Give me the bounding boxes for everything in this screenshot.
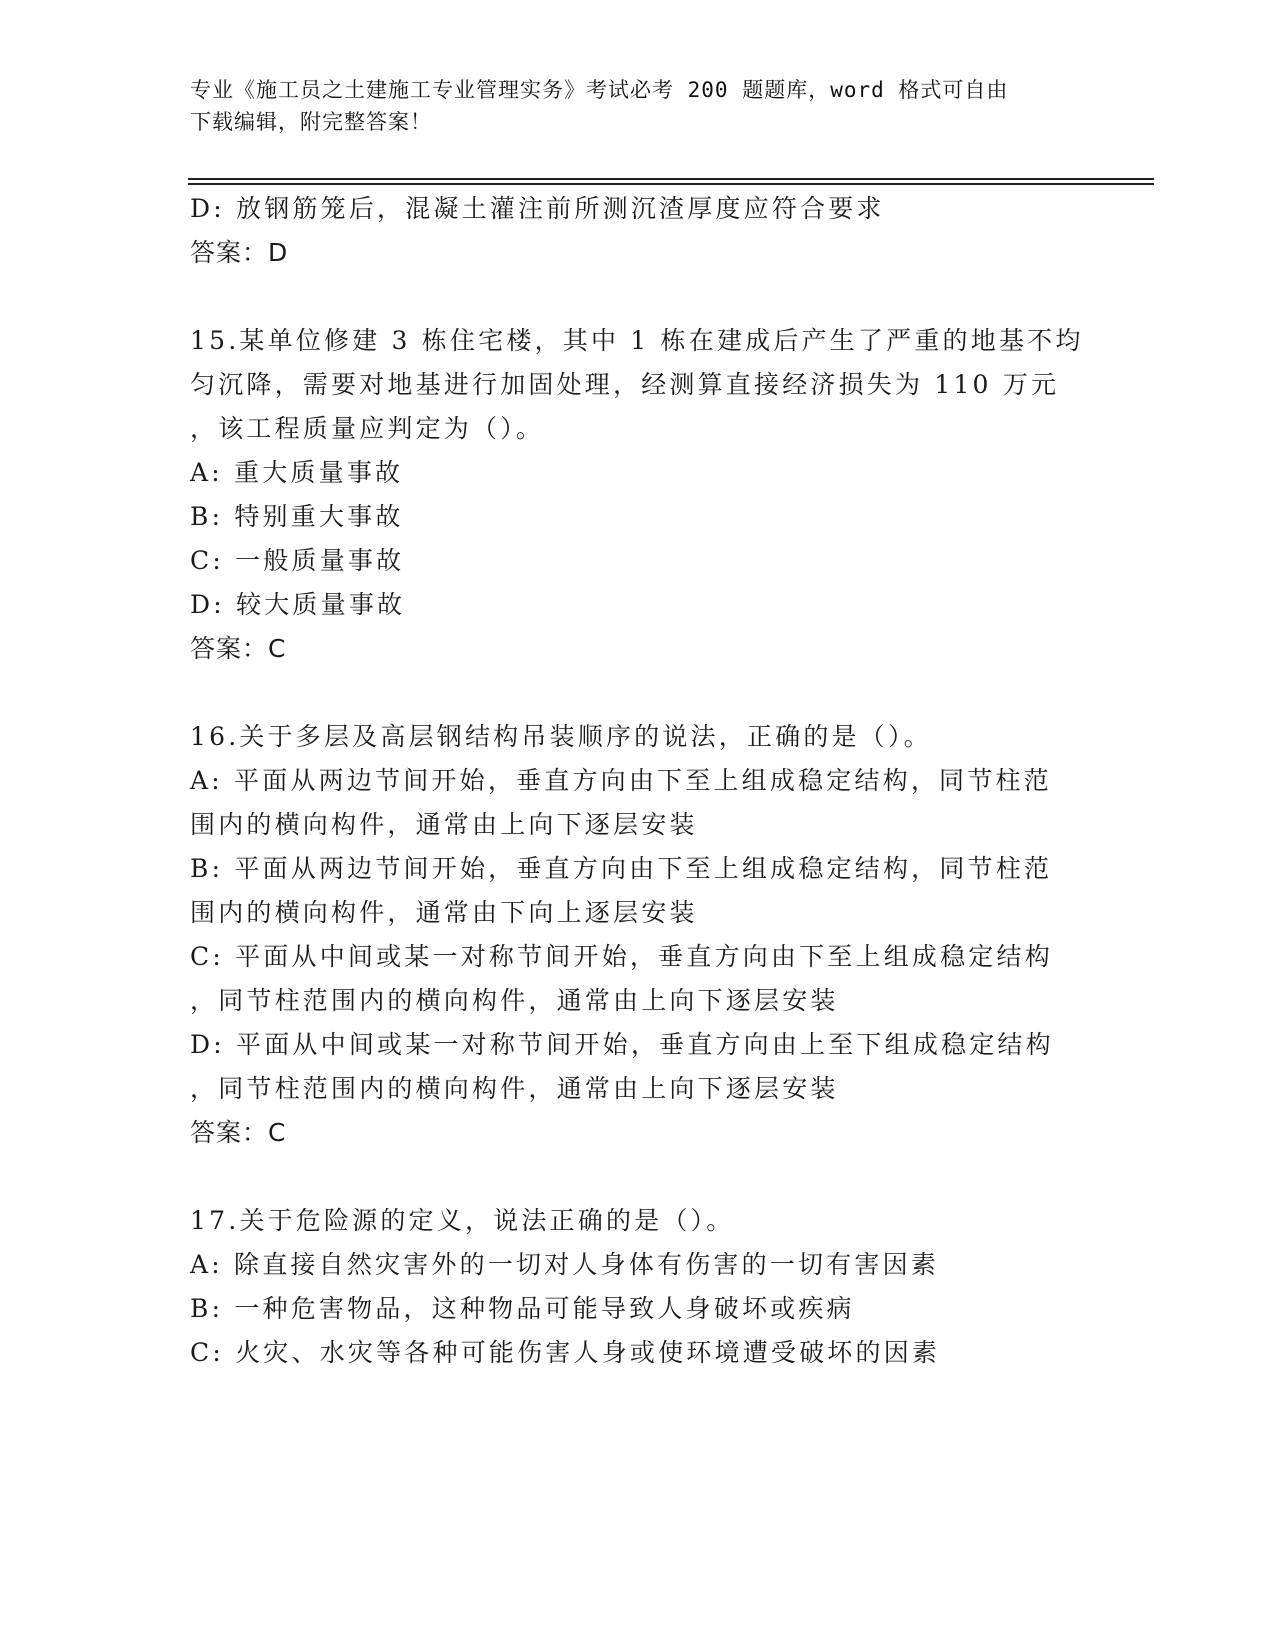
q15-stem-line-2: 匀沉降，需要对地基进行加固处理，经测算直接经济损失为 110 万元	[190, 370, 1060, 399]
q17-option-b: B: 一种危害物品，这种物品可能导致人身破坏或疾病	[190, 1294, 855, 1323]
q15-answer: 答案：C	[190, 634, 287, 663]
q16-stem: 16.关于多层及高层钢结构吊装顺序的说法，正确的是（）。	[190, 722, 932, 751]
q15-option-b: B: 特别重大事故	[190, 502, 404, 531]
document-header	[190, 74, 1090, 138]
q16-option-c-line-2: ，同节柱范围内的横向构件，通常由上向下逐层安装	[190, 986, 839, 1015]
q16-option-b-line-2: 围内的横向构件，通常由下向上逐层安装	[190, 898, 698, 927]
q17-option-c: C: 火灾、水灾等各种可能伤害人身或使环境遭受破坏的因素	[190, 1338, 941, 1367]
prev-answer: 答案：D	[190, 238, 289, 267]
q17-stem: 17.关于危险源的定义，说法正确的是（）。	[190, 1206, 735, 1235]
q16-answer: 答案：C	[190, 1118, 287, 1147]
q15-stem-line-3: ，该工程质量应判定为（）。	[190, 414, 545, 443]
q16-option-a-line-2: 围内的横向构件，通常由上向下逐层安装	[190, 810, 698, 839]
q16-option-d-line-1: D: 平面从中间或某一对称节间开始，垂直方向由上至下组成稳定结构	[190, 1030, 1054, 1059]
header-line-1: 专业《施工员之土建施工专业管理实务》考试必考 200 题题库，word 格式可自由	[190, 78, 1009, 102]
q16-option-b-line-1: B: 平面从两边节间开始，垂直方向由下至上组成稳定结构，同节柱范	[190, 854, 1053, 883]
header-rule-top	[188, 178, 1154, 180]
q15-option-c: C: 一般质量事故	[190, 546, 405, 575]
q17-option-a: A: 除直接自然灾害外的一切对人身体有伤害的一切有害因素	[190, 1250, 940, 1279]
q16-option-a-line-1: A: 平面从两边节间开始，垂直方向由下至上组成稳定结构，同节柱范	[190, 766, 1052, 795]
q16-option-d-line-2: ，同节柱范围内的横向构件，通常由上向下逐层安装	[190, 1074, 839, 1103]
prev-option-d: D: 放钢筋笼后，混凝土灌注前所测沉渣厚度应符合要求	[190, 194, 885, 223]
q16-option-c-line-1: C: 平面从中间或某一对称节间开始，垂直方向由下至上组成稳定结构	[190, 942, 1053, 971]
q15-option-d: D: 较大质量事故	[190, 590, 406, 619]
header-line-2: 下载编辑，附完整答案！	[190, 110, 432, 134]
q15-stem-line-1: 15.某单位修建 3 栋住宅楼，其中 1 栋在建成后产生了严重的地基不均	[190, 326, 1084, 355]
header-rule-bottom	[188, 183, 1154, 185]
q15-option-a: A: 重大质量事故	[190, 458, 404, 487]
